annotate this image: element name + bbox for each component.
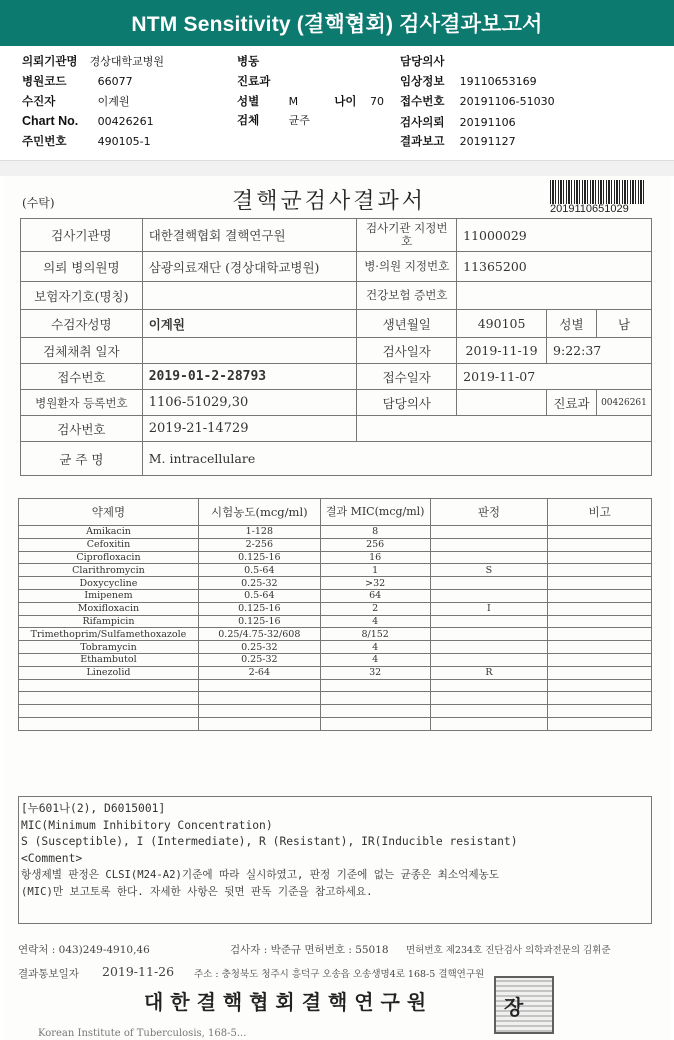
drug-row <box>19 641 652 654</box>
footer-tester: 검사자 : 박준규 면허번호 : 55018 <box>230 944 389 956</box>
drug-cell-mic: 4 <box>320 641 430 654</box>
organism-value: M. intracellulare <box>142 442 651 476</box>
page-header <box>0 0 674 46</box>
receipt-no-row <box>400 93 555 111</box>
test-date-value: 2019-11-19 <box>457 338 547 364</box>
exam-org-value: 대한결핵협회 결핵연구원 <box>142 219 357 252</box>
header-note: 비고 <box>548 499 652 526</box>
health-ins-label: 건강보험 증번호 <box>357 282 457 310</box>
consignment-label: (수탁) <box>22 196 55 210</box>
ward-row <box>237 53 289 71</box>
drug-cell-drug: Doxycycline <box>19 577 199 590</box>
footer-cutoff-text: Korean Institute of Tuberculosis, 168-5... <box>38 1028 247 1039</box>
sex-label: 성별 <box>237 94 260 108</box>
request-date-label: 검사의뢰 <box>400 115 445 129</box>
drug-cell-interp <box>430 589 548 602</box>
drug-cell-note <box>548 602 652 615</box>
receipt-date-value: 2019-11-07 <box>457 364 652 390</box>
institution-value: 경상대학교병원 <box>89 55 165 68</box>
drug-cell-interp <box>430 577 548 590</box>
header-interpretation: 판정 <box>430 499 548 526</box>
physician-label: 담당의사 <box>400 54 445 68</box>
drug-cell-mic: 4 <box>320 653 430 666</box>
chart-no-label: Chart No. <box>22 114 79 128</box>
drug-cell-note <box>548 679 652 692</box>
drug-row <box>19 717 652 730</box>
sex-value: M <box>288 95 299 108</box>
report-date-label: 결과보고 <box>400 134 445 148</box>
receipt-no-label: 접수번호 <box>400 94 445 108</box>
receipt-no-label: 접수번호 <box>21 364 143 390</box>
drug-row <box>19 526 652 539</box>
clinical-info-row <box>400 73 537 91</box>
drug-row <box>19 564 652 577</box>
ward-label: 병동 <box>237 54 260 68</box>
footer-org-name: 대 한 결 핵 협 회 결 핵 연 구 원 <box>144 990 427 1014</box>
drug-row <box>19 628 652 641</box>
drug-cell-interp <box>430 526 548 539</box>
drug-row <box>19 589 652 602</box>
notes-box <box>18 796 652 924</box>
collect-date-value <box>142 338 357 364</box>
drug-row <box>19 666 652 679</box>
receipt-no-value: 2019-01-2-28793 <box>142 364 357 390</box>
drug-cell-mic: >32 <box>320 577 430 590</box>
footer-contact: 연락처 : 043)249-4910,46 <box>18 944 150 956</box>
drug-cell-interp: S <box>430 564 548 577</box>
institution-row <box>22 53 164 71</box>
drug-cell-drug: Ciprofloxacin <box>19 551 199 564</box>
age-value: 70 <box>369 95 384 108</box>
exam-org-label: 검사기관명 <box>21 219 143 252</box>
report-info-table <box>20 218 652 476</box>
drug-cell-range: 0.25-32 <box>198 653 320 666</box>
drug-cell-range: 0.5-64 <box>198 589 320 602</box>
drug-cell-drug <box>19 717 199 730</box>
birth-value: 490105 <box>457 310 547 338</box>
footer-notify-date: 2019-11-26 <box>102 964 175 979</box>
receipt-date-label: 접수일자 <box>357 364 457 390</box>
age-label: 나이 <box>334 94 357 108</box>
footer-notify-label: 결과통보일자 <box>18 968 79 980</box>
department-row <box>237 73 289 91</box>
test-time-value: 9:22:37 <box>547 338 652 364</box>
referring-label: 의뢰 병의원명 <box>21 252 143 282</box>
department-label: 진료과 <box>237 74 271 88</box>
drug-cell-range: 1-128 <box>198 526 320 539</box>
rrn-value: 490105-1 <box>97 135 151 148</box>
rrn-row <box>22 133 151 151</box>
barcode-number: 2019110651029 <box>550 203 629 215</box>
hospital-code-label: 병원코드 <box>22 74 67 88</box>
divider <box>0 160 674 176</box>
physician-row <box>400 53 460 71</box>
drug-cell-note <box>548 538 652 551</box>
drug-rows <box>19 526 652 731</box>
drug-cell-note <box>548 717 652 730</box>
clinical-info-label: 임상정보 <box>400 74 445 88</box>
drug-cell-range: 2-256 <box>198 538 320 551</box>
patient-name-value: 이계원 <box>142 310 357 338</box>
specimen-value: 균주 <box>288 114 310 127</box>
drug-cell-range: 0.25/4.75-32/608 <box>198 628 320 641</box>
header-drug: 약제명 <box>19 499 199 526</box>
hospital-code-value: 66077 <box>97 75 133 88</box>
drug-cell-drug: Tobramycin <box>19 641 199 654</box>
drug-cell-drug: Clarithromycin <box>19 564 199 577</box>
drug-cell-mic <box>320 717 430 730</box>
drug-cell-mic: 64 <box>320 589 430 602</box>
drug-cell-mic <box>320 679 430 692</box>
drug-cell-drug: Trimethoprim/Sulfamethoxazole <box>19 628 199 641</box>
drug-cell-drug <box>19 692 199 705</box>
notes-code: [누601나(2), D6015001] <box>21 802 166 815</box>
drug-cell-note <box>548 641 652 654</box>
rrn-label: 주민번호 <box>22 134 67 148</box>
drug-cell-note <box>548 551 652 564</box>
drug-cell-drug <box>19 679 199 692</box>
drug-cell-mic: 4 <box>320 615 430 628</box>
drug-row <box>19 602 652 615</box>
sex-label-cell: 성별 <box>547 310 597 338</box>
hosp-reg-label: 병원환자 등록번호 <box>21 390 143 416</box>
exam-no-blank <box>357 416 652 442</box>
drug-cell-note <box>548 666 652 679</box>
drug-row <box>19 577 652 590</box>
referring-code-label: 병·의원 지정번호 <box>357 252 457 282</box>
drug-row <box>19 679 652 692</box>
drug-cell-range: 2-64 <box>198 666 320 679</box>
drug-cell-drug: Amikacin <box>19 526 199 539</box>
receipt-no-value: 20191106-51030 <box>459 95 555 108</box>
sex-value-cell: 남 <box>596 310 651 338</box>
examinee-row <box>22 93 130 111</box>
drug-cell-mic: 8/152 <box>320 628 430 641</box>
dept-value: 00426261 <box>596 390 651 416</box>
report-date-value: 20191127 <box>459 135 516 148</box>
referring-value: 삼광의료재단 (경상대학교병원) <box>142 252 357 282</box>
health-ins-value <box>457 282 652 310</box>
drug-cell-drug: Cefoxitin <box>19 538 199 551</box>
drug-cell-mic: 16 <box>320 551 430 564</box>
drug-row <box>19 615 652 628</box>
specimen-label: 검체 <box>237 113 260 127</box>
report-title: 결핵균검사결과서 <box>232 189 427 214</box>
chart-no-value: 00426261 <box>97 115 154 128</box>
doctor-value <box>457 390 547 416</box>
drug-cell-interp <box>430 551 548 564</box>
drug-row <box>19 692 652 705</box>
clinical-info-value: 19110653169 <box>459 75 537 88</box>
drug-cell-range: 0.125-16 <box>198 551 320 564</box>
exam-org-code-value: 11000029 <box>457 219 652 252</box>
drug-cell-interp <box>430 679 548 692</box>
drug-cell-interp <box>430 653 548 666</box>
drug-cell-interp <box>430 641 548 654</box>
notes-comment-1: 항생제별 판정은 CLSI(M24-A2)기준에 따라 실시하였고, 판정 기준에 없는 균종은 최소억제농도 <box>21 869 500 881</box>
drug-cell-note <box>548 653 652 666</box>
drug-cell-interp <box>430 717 548 730</box>
drug-cell-interp <box>430 538 548 551</box>
drug-cell-interp <box>430 692 548 705</box>
drug-cell-interp: I <box>430 602 548 615</box>
drug-cell-drug: Moxifloxacin <box>19 602 199 615</box>
insured-value <box>142 282 357 310</box>
request-date-row <box>400 114 516 132</box>
footer-address: 주소 : 충청북도 청주시 흥덕구 오송읍 오송생명4로 168-5 결핵연구원 <box>194 969 485 980</box>
drug-cell-range <box>198 679 320 692</box>
drug-cell-drug: Rifampicin <box>19 615 199 628</box>
seal-character: 장 <box>504 995 524 1019</box>
drug-cell-note <box>548 577 652 590</box>
header-mic: 결과 MIC(mcg/ml) <box>320 499 430 526</box>
doctor-label: 담당의사 <box>357 390 457 416</box>
footer-license: 면허번호 제234호 진단검사 의학과전문의 김휘준 <box>406 945 611 956</box>
drug-cell-range: 0.25-32 <box>198 641 320 654</box>
specimen-row <box>237 112 310 130</box>
drug-cell-drug <box>19 705 199 718</box>
request-date-value: 20191106 <box>459 116 516 129</box>
drug-cell-mic: 256 <box>320 538 430 551</box>
drug-cell-mic: 8 <box>320 526 430 539</box>
drug-cell-range <box>198 692 320 705</box>
patient-info-panel <box>0 50 674 160</box>
drug-cell-note <box>548 705 652 718</box>
dept-label: 진료과 <box>547 390 597 416</box>
drug-cell-mic: 2 <box>320 602 430 615</box>
scanned-report-image <box>4 176 670 1040</box>
notes-mic-def: MIC(Minimum Inhibitory Concentration) <box>21 818 273 832</box>
drug-cell-note <box>548 564 652 577</box>
drug-sensitivity-table <box>18 498 652 731</box>
drug-cell-range <box>198 717 320 730</box>
organism-label: 균 주 명 <box>21 442 143 476</box>
drug-cell-range: 0.25-32 <box>198 577 320 590</box>
drug-row <box>19 653 652 666</box>
drug-cell-note <box>548 526 652 539</box>
drug-cell-interp <box>430 705 548 718</box>
notes-comment-2: (MIC)만 보고토록 한다. 자세한 사항은 뒷면 판독 기준을 참고하세요. <box>21 885 373 898</box>
drug-cell-drug: Ethambutol <box>19 653 199 666</box>
drug-cell-note <box>548 589 652 602</box>
hosp-reg-value: 1106-51029,30 <box>142 390 357 416</box>
drug-cell-range: 0.5-64 <box>198 564 320 577</box>
official-seal-image <box>494 976 554 1034</box>
report-date-row <box>400 133 516 151</box>
patient-name-label: 수검자성명 <box>21 310 143 338</box>
drug-cell-interp <box>430 628 548 641</box>
exam-no-label: 검사번호 <box>21 416 143 442</box>
header-range: 시험농도(mcg/ml) <box>198 499 320 526</box>
drug-cell-range: 0.125-16 <box>198 615 320 628</box>
examinee-value: 이계원 <box>97 95 130 108</box>
drug-cell-drug: Imipenem <box>19 589 199 602</box>
referring-code-value: 11365200 <box>457 252 652 282</box>
collect-date-label: 검체채취 일자 <box>21 338 143 364</box>
exam-org-code-label: 검사기관 지정번호 <box>357 219 457 252</box>
drug-row <box>19 705 652 718</box>
drug-cell-interp <box>430 615 548 628</box>
drug-row <box>19 538 652 551</box>
notes-legend: S (Susceptible), I (Intermediate), R (Resistant), IR(Inducible resistant) <box>21 835 518 848</box>
chart-no-row <box>22 114 154 132</box>
drug-row <box>19 551 652 564</box>
barcode-image <box>550 180 646 204</box>
drug-cell-mic <box>320 705 430 718</box>
drug-cell-note <box>548 628 652 641</box>
institution-label: 의뢰기관명 <box>22 54 78 68</box>
notes-comment-label: <Comment> <box>21 851 83 865</box>
drug-cell-mic: 1 <box>320 564 430 577</box>
drug-cell-interp: R <box>430 666 548 679</box>
drug-cell-drug: Linezolid <box>19 666 199 679</box>
birth-label: 생년월일 <box>357 310 457 338</box>
drug-cell-range: 0.125-16 <box>198 602 320 615</box>
hospital-code-row <box>22 73 133 91</box>
examinee-label: 수진자 <box>22 94 56 108</box>
sex-age-row <box>237 93 384 111</box>
insured-label: 보험자기호(명칭) <box>21 282 143 310</box>
drug-cell-note <box>548 692 652 705</box>
test-date-label: 검사일자 <box>357 338 457 364</box>
drug-cell-range <box>198 705 320 718</box>
exam-no-value: 2019-21-14729 <box>142 416 357 442</box>
drug-cell-mic: 32 <box>320 666 430 679</box>
page-title: NTM Sensitivity (결핵협회) 검사결과보고서 <box>131 13 543 36</box>
drug-cell-mic <box>320 692 430 705</box>
drug-cell-note <box>548 615 652 628</box>
